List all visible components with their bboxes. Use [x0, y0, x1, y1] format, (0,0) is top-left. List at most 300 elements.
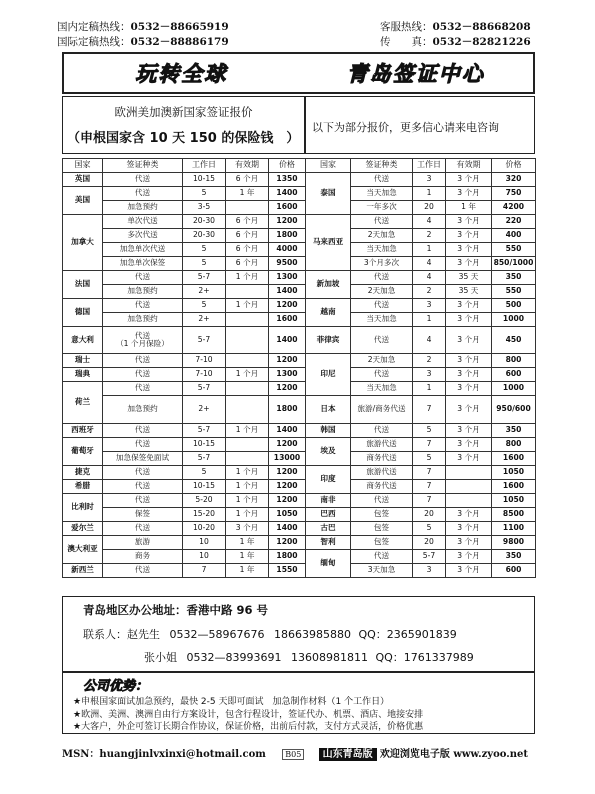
validity-cell [226, 452, 269, 466]
visa-type-cell: 商务代送 [351, 480, 413, 494]
workdays-cell: 1 [413, 187, 446, 201]
price-cell: 1050 [269, 508, 306, 522]
workdays-cell: 4 [413, 327, 446, 354]
country-cell: 古巴 [306, 522, 351, 536]
workdays-cell: 5 [413, 522, 446, 536]
country-cell: 荷兰 [63, 382, 103, 424]
office-address-box [62, 596, 535, 672]
table-row [63, 354, 306, 368]
table-row [306, 550, 536, 564]
country-cell: 德国 [63, 299, 103, 327]
visa-type-cell: 旅游代送 [351, 466, 413, 480]
workdays-cell: 5 [183, 187, 226, 201]
price-cell: 1300 [269, 368, 306, 382]
workdays-cell: 5 [183, 243, 226, 257]
intro-left-line2: （申根国家含 10 天 150 的保险钱 ） [67, 131, 300, 146]
price-cell: 1000 [492, 382, 536, 396]
visa-type-cell: 多次代送 [103, 229, 183, 243]
table-row [306, 466, 536, 480]
fax-value: 0532－82821226 [432, 36, 531, 48]
visa-type-cell: 加急单次保签 [103, 257, 183, 271]
workdays-cell: 3 [413, 299, 446, 313]
country-cell: 新加坡 [306, 271, 351, 299]
column-header: 签证种类 [103, 159, 183, 173]
footer-slogan[interactable]: 欢迎浏览电子版 www.zyoo.net [379, 749, 529, 760]
table-row [63, 564, 306, 578]
workdays-cell: 2+ [183, 285, 226, 299]
workdays-cell: 3-5 [183, 201, 226, 215]
advantage-item: ★欧洲、美洲、澳洲自由行方案设计，包含行程设计，签证代办、机票、酒店、地接安排 [73, 709, 424, 720]
price-cell: 950/600 [492, 396, 536, 424]
advantage-item: ★申根国家面试加急预约，最快 2-5 天即可面试 加急制作材料（1 个工作日） [73, 697, 390, 707]
validity-cell: 6 个月 [226, 173, 269, 187]
contact-mobile-2: 13608981811 [290, 651, 368, 664]
service-hotline-label: 客服热线： [380, 21, 433, 33]
price-cell: 1200 [269, 466, 306, 480]
price-cell: 13000 [269, 452, 306, 466]
workdays-cell: 4 [413, 257, 446, 271]
contact-phone-1: 0532—58967676 [169, 628, 265, 641]
table-row [306, 299, 536, 313]
country-cell: 巴西 [306, 508, 351, 522]
table-row [63, 173, 306, 187]
table-row [306, 215, 536, 229]
visa-type-cell: 代送 [103, 424, 183, 438]
contact-mobile-1: 18663985880 [273, 628, 351, 641]
validity-cell [226, 313, 269, 327]
price-cell: 1200 [269, 354, 306, 368]
validity-cell: 3 个月 [446, 508, 492, 522]
country-cell: 马来西亚 [306, 215, 351, 271]
workdays-cell: 7-10 [183, 354, 226, 368]
visa-type-cell: 代送 [351, 299, 413, 313]
workdays-cell: 5-7 [183, 382, 226, 396]
country-cell: 法国 [63, 271, 103, 299]
price-cell: 350 [492, 424, 536, 438]
table-row [306, 173, 536, 187]
visa-type-cell: 代送 [351, 494, 413, 508]
edition-badge: 山东青岛版 [319, 748, 377, 761]
company-advantages-box [62, 672, 535, 734]
workdays-cell: 3 [413, 564, 446, 578]
country-cell: 埃及 [306, 438, 351, 466]
validity-cell: 3 个月 [446, 257, 492, 271]
column-header: 价格 [492, 159, 536, 173]
table-header-row [63, 159, 306, 173]
price-cell: 1400 [269, 522, 306, 536]
validity-cell: 1 个月 [226, 368, 269, 382]
validity-cell [226, 382, 269, 396]
country-cell: 日本 [306, 396, 351, 424]
visa-type-cell: 单次代送 [103, 215, 183, 229]
price-cell: 1200 [269, 299, 306, 313]
validity-cell: 3 个月 [446, 438, 492, 452]
workdays-cell: 10-15 [183, 173, 226, 187]
validity-cell: 3 个月 [446, 564, 492, 578]
validity-cell [226, 285, 269, 299]
validity-cell: 6 个月 [226, 257, 269, 271]
column-header: 工作日 [183, 159, 226, 173]
table-row [63, 438, 306, 452]
contact-name-1: 赵先生 [127, 628, 160, 641]
country-cell: 西班牙 [63, 424, 103, 438]
workdays-cell: 5 [183, 299, 226, 313]
workdays-cell: 5 [413, 424, 446, 438]
validity-cell: 1 个月 [226, 480, 269, 494]
visa-type-cell: 旅游代送 [351, 438, 413, 452]
table-row [63, 215, 306, 229]
price-cell: 1200 [269, 480, 306, 494]
price-cell: 350 [492, 550, 536, 564]
visa-type-cell: 代送 [351, 327, 413, 354]
workdays-cell: 5 [413, 452, 446, 466]
validity-cell: 3 个月 [446, 313, 492, 327]
validity-cell: 1 年 [226, 564, 269, 578]
country-cell: 希腊 [63, 480, 103, 494]
validity-cell [446, 480, 492, 494]
visa-type-cell: 代送 [103, 382, 183, 396]
visa-type-cell: 代送 [103, 354, 183, 368]
visa-type-cell: 商务代送 [351, 452, 413, 466]
validity-cell: 3 个月 [226, 522, 269, 536]
workdays-cell: 7 [413, 396, 446, 424]
advantage-item: ★大客户，外企可签订长期合作协议，保证价格，出前后付款，支付方式灵活，价格优惠 [73, 722, 424, 732]
country-cell: 新西兰 [63, 564, 103, 578]
table-row [63, 424, 306, 438]
workdays-cell: 20 [413, 201, 446, 215]
price-cell: 1200 [269, 438, 306, 452]
advantages-list [73, 696, 423, 734]
intro-right-line: 以下为部分报价，更多信心请来电咨询 [312, 121, 499, 134]
column-header: 签证种类 [351, 159, 413, 173]
validity-cell: 3 个月 [446, 354, 492, 368]
workdays-cell: 5-7 [183, 271, 226, 285]
workdays-cell: 1 [413, 313, 446, 327]
country-cell: 南非 [306, 494, 351, 508]
visa-type-cell: 旅游/商务代送 [351, 396, 413, 424]
table-row [63, 368, 306, 382]
validity-cell [226, 438, 269, 452]
table-row [306, 354, 536, 368]
country-cell: 泰国 [306, 173, 351, 215]
price-cell: 220 [492, 215, 536, 229]
footer [62, 745, 542, 763]
workdays-cell: 20 [413, 508, 446, 522]
table-row [306, 536, 536, 550]
validity-cell: 3 个月 [446, 452, 492, 466]
contact-label: 联系人： [83, 628, 127, 641]
country-cell: 英国 [63, 173, 103, 187]
visa-type-cell: 代送 [103, 187, 183, 201]
price-cell: 1800 [269, 229, 306, 243]
table-row [63, 187, 306, 201]
table-row [63, 271, 306, 285]
price-cell: 750 [492, 187, 536, 201]
price-cell: 500 [492, 299, 536, 313]
visa-type-cell: 代送 [103, 299, 183, 313]
price-cell: 9800 [492, 536, 536, 550]
workdays-cell: 4 [413, 271, 446, 285]
table-row [63, 522, 306, 536]
domestic-hotline-label: 国内定稿热线： [57, 21, 131, 33]
price-cell: 1600 [492, 480, 536, 494]
contact-phone-2: 0532—83993691 [186, 651, 282, 664]
column-header: 国家 [306, 159, 351, 173]
table-row [63, 480, 306, 494]
price-cell: 4200 [492, 201, 536, 215]
workdays-cell: 3 [413, 173, 446, 187]
workdays-cell: 20 [413, 536, 446, 550]
contact-name-2: 张小姐 [144, 651, 177, 664]
price-cell: 320 [492, 173, 536, 187]
service-hotline [380, 20, 531, 35]
workdays-cell: 7 [413, 480, 446, 494]
visa-type-cell: 代送 [351, 424, 413, 438]
price-cell: 350 [492, 271, 536, 285]
price-cell: 1800 [269, 550, 306, 564]
service-hotline-value: 0532－88668208 [432, 21, 531, 33]
workdays-cell: 2 [413, 354, 446, 368]
price-cell: 400 [492, 229, 536, 243]
country-cell: 比利时 [63, 494, 103, 522]
visa-type-cell: 3天加急 [351, 564, 413, 578]
visa-type-cell: 2天加急 [351, 285, 413, 299]
price-cell: 450 [492, 327, 536, 354]
footer-msn[interactable]: MSN：huangjinlvxinxi@hotmail.com [62, 749, 266, 760]
price-cell: 1100 [492, 522, 536, 536]
fax-label: 传 真： [380, 36, 433, 48]
table-row [306, 327, 536, 354]
intl-hotline-label: 国际定稿热线： [57, 36, 131, 48]
asia-price-table [305, 158, 536, 578]
visa-type-cell: 加急预约 [103, 285, 183, 299]
validity-cell: 1 个月 [226, 271, 269, 285]
workdays-cell: 5 [183, 257, 226, 271]
price-cell: 1050 [492, 466, 536, 480]
validity-cell: 35 天 [446, 285, 492, 299]
validity-cell: 6 个月 [226, 243, 269, 257]
workdays-cell: 5-20 [183, 494, 226, 508]
price-cell: 1200 [269, 382, 306, 396]
country-cell: 瑞典 [63, 368, 103, 382]
country-cell: 意大利 [63, 327, 103, 354]
price-cell: 1350 [269, 173, 306, 187]
country-cell: 加拿大 [63, 215, 103, 271]
validity-cell: 3 个月 [446, 173, 492, 187]
visa-type-cell: 2天加急 [351, 354, 413, 368]
visa-type-cell: 包签 [351, 508, 413, 522]
workdays-cell: 7 [413, 466, 446, 480]
price-cell: 1800 [269, 396, 306, 424]
workdays-cell: 5-7 [183, 452, 226, 466]
page-number: B05 [282, 749, 304, 760]
workdays-cell: 10 [183, 536, 226, 550]
visa-type-cell: 代送 [103, 564, 183, 578]
visa-type-cell: 当天加急 [351, 187, 413, 201]
validity-cell: 1 个月 [226, 494, 269, 508]
visa-type-cell: 加急单次代送 [103, 243, 183, 257]
table-row [306, 424, 536, 438]
country-cell: 葡萄牙 [63, 438, 103, 466]
banner-left-title: 玩转全球 [135, 62, 228, 86]
europe-price-table [62, 158, 306, 578]
advantages-title: 公司优势： [83, 679, 149, 694]
price-cell: 600 [492, 564, 536, 578]
workdays-cell: 1 [413, 382, 446, 396]
price-cell: 1000 [492, 313, 536, 327]
validity-cell: 1 年 [226, 187, 269, 201]
visa-type-cell: 包签 [351, 536, 413, 550]
validity-cell: 3 个月 [446, 424, 492, 438]
visa-type-cell: 2天加急 [351, 229, 413, 243]
visa-type-cell: 代送 [351, 173, 413, 187]
workdays-cell: 2 [413, 285, 446, 299]
visa-type-cell: 代送 [103, 494, 183, 508]
price-cell: 550 [492, 285, 536, 299]
column-header: 国家 [63, 159, 103, 173]
workdays-cell: 10 [183, 550, 226, 564]
table-row [63, 327, 306, 354]
workdays-cell: 3 [413, 368, 446, 382]
validity-cell: 3 个月 [446, 382, 492, 396]
column-header: 价格 [269, 159, 306, 173]
price-cell: 1050 [492, 494, 536, 508]
visa-type-cell: 一年多次 [351, 201, 413, 215]
contact-row-1 [83, 626, 457, 642]
workdays-cell: 5 [183, 466, 226, 480]
country-cell: 美国 [63, 187, 103, 215]
workdays-cell: 2+ [183, 396, 226, 424]
visa-type-cell: 代送 [103, 173, 183, 187]
visa-type-cell: 当天加急 [351, 382, 413, 396]
price-cell: 4000 [269, 243, 306, 257]
visa-type-cell: 当天加急 [351, 313, 413, 327]
workdays-cell: 7 [413, 494, 446, 508]
validity-cell [226, 201, 269, 215]
table-row [306, 438, 536, 452]
validity-cell [446, 466, 492, 480]
office-address: 青岛地区办公地址：香港中路 96 号 [83, 603, 269, 617]
visa-type-cell: 代送 [103, 522, 183, 536]
workdays-cell: 7 [413, 438, 446, 452]
validity-cell: 3 个月 [446, 550, 492, 564]
workdays-cell: 5-7 [413, 550, 446, 564]
intl-hotline [57, 35, 229, 50]
price-cell: 800 [492, 438, 536, 452]
contact-qq-1: QQ：2365901839 [358, 628, 457, 641]
validity-cell: 3 个月 [446, 522, 492, 536]
price-cell: 1400 [269, 187, 306, 201]
domestic-hotline [57, 20, 229, 35]
table-row [306, 494, 536, 508]
visa-type-cell: 3个月多次 [351, 257, 413, 271]
validity-cell: 1 个月 [226, 424, 269, 438]
price-cell: 1200 [269, 536, 306, 550]
price-cell: 1400 [269, 285, 306, 299]
column-header: 工作日 [413, 159, 446, 173]
workdays-cell: 5-7 [183, 424, 226, 438]
table-row [63, 466, 306, 480]
country-cell: 印尼 [306, 354, 351, 396]
contact-row-2 [144, 649, 474, 665]
country-cell: 智利 [306, 536, 351, 550]
intl-hotline-value: 0532－88886179 [130, 36, 229, 48]
visa-type-cell: 包签 [351, 522, 413, 536]
visa-type-cell: 当天加急 [351, 243, 413, 257]
country-cell: 菲律宾 [306, 327, 351, 354]
title-banner [62, 52, 535, 94]
table-row [306, 508, 536, 522]
visa-type-cell: 加急预约 [103, 201, 183, 215]
price-cell: 1200 [269, 494, 306, 508]
validity-cell [226, 327, 269, 354]
validity-cell: 1 年 [226, 550, 269, 564]
validity-cell: 1 年 [226, 536, 269, 550]
workdays-cell: 1 [413, 243, 446, 257]
price-cell: 1600 [269, 313, 306, 327]
validity-cell [446, 494, 492, 508]
validity-cell: 6 个月 [226, 229, 269, 243]
banner-right-title: 青岛签证中心 [346, 62, 485, 86]
workdays-cell: 5-7 [183, 327, 226, 354]
workdays-cell: 10-15 [183, 480, 226, 494]
intro-left-line1: 欧洲美加澳新国家签证报价 [114, 105, 253, 119]
country-cell: 印度 [306, 466, 351, 494]
visa-type-cell: 代送 [103, 480, 183, 494]
visa-type-cell: 代送 [351, 271, 413, 285]
workdays-cell: 7 [183, 564, 226, 578]
country-cell: 澳大利亚 [63, 536, 103, 564]
visa-type-cell: 代送 [103, 438, 183, 452]
table-row [306, 271, 536, 285]
intro-left-box [62, 96, 305, 154]
visa-type-cell: 代送 [103, 368, 183, 382]
visa-type-cell: 代送 [103, 271, 183, 285]
validity-cell: 3 个月 [446, 327, 492, 354]
price-cell: 550 [492, 243, 536, 257]
validity-cell: 3 个月 [446, 215, 492, 229]
visa-type-cell: 保签 [103, 508, 183, 522]
price-cell: 800 [492, 354, 536, 368]
fax-line [380, 35, 531, 50]
price-cell: 8500 [492, 508, 536, 522]
table-row [63, 382, 306, 396]
table-row [63, 536, 306, 550]
validity-cell [226, 354, 269, 368]
workdays-cell: 2 [413, 229, 446, 243]
price-cell: 1600 [269, 201, 306, 215]
table-header-row [306, 159, 536, 173]
validity-cell: 3 个月 [446, 187, 492, 201]
visa-type-cell: 代送 [351, 550, 413, 564]
validity-cell: 1 个月 [226, 466, 269, 480]
workdays-cell: 10-20 [183, 522, 226, 536]
validity-cell: 6 个月 [226, 215, 269, 229]
intro-right-box [305, 96, 535, 154]
contact-qq-2: QQ：1761337989 [375, 651, 474, 664]
visa-type-cell: 代送 [351, 368, 413, 382]
price-cell: 1600 [492, 452, 536, 466]
visa-type-cell: 代送 [103, 466, 183, 480]
price-cell: 1300 [269, 271, 306, 285]
column-header: 有效期 [226, 159, 269, 173]
visa-type-cell: 加急保签免面试 [103, 452, 183, 466]
workdays-cell: 4 [413, 215, 446, 229]
visa-type-cell: 商务 [103, 550, 183, 564]
visa-type-cell: 加急预约 [103, 396, 183, 424]
domestic-hotline-value: 0532－88665919 [130, 21, 229, 33]
workdays-cell: 2+ [183, 313, 226, 327]
